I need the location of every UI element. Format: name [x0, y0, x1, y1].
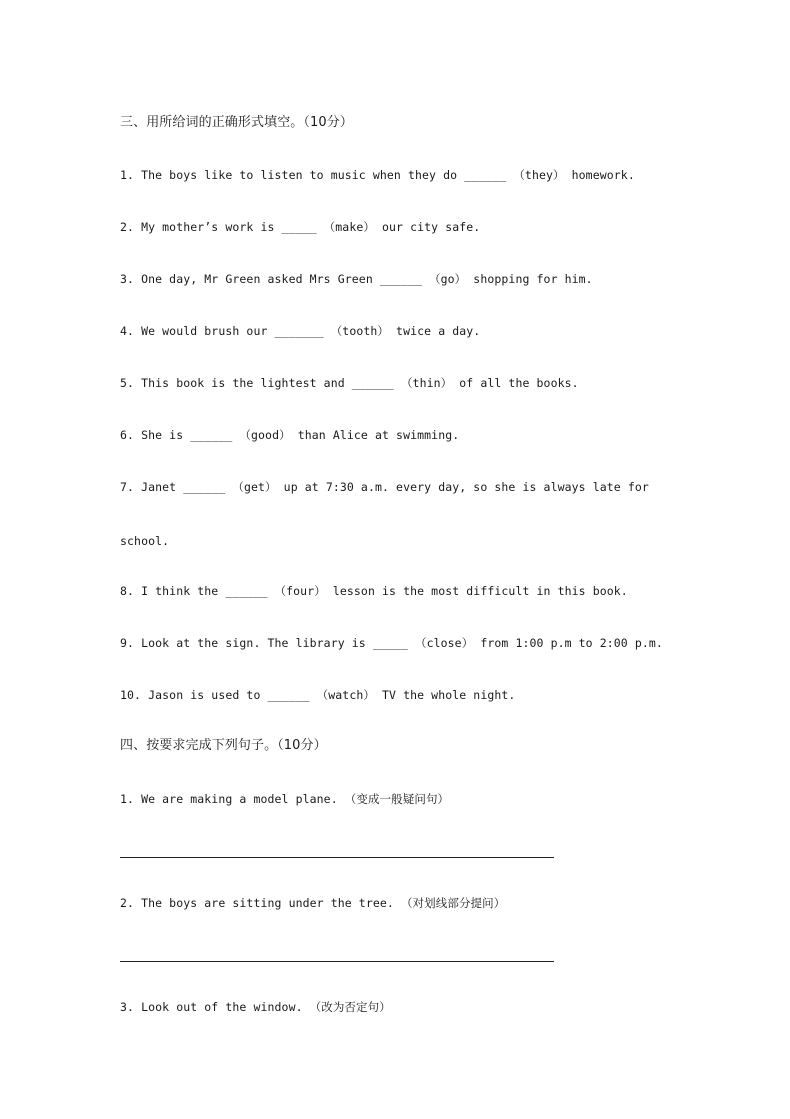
sentence-item-2: 2. The boys are sitting under the tree. （对划线部分提问）: [120, 896, 506, 910]
fill-in-item-7-continued: school.: [120, 534, 170, 548]
fill-in-item-8: 8. I think the ______ （four） lesson is the most difficult in this book.: [120, 584, 628, 598]
answer-line-2[interactable]: [120, 961, 554, 962]
fill-in-item-5: 5. This book is the lightest and ______ （thin） of all the books.: [120, 376, 579, 390]
fill-in-item-6: 6. She is ______ （good） than Alice at swimming.: [120, 428, 460, 442]
section-3-heading: 三、用所给词的正确形式填空。（10分）: [120, 115, 353, 130]
fill-in-item-7: 7. Janet ______ （get） up at 7:30 a.m. every day, so she is always late for: [120, 480, 649, 494]
sentence-item-1: 1. We are making a model plane. （变成一般疑问句）: [120, 792, 450, 806]
sentence-item-3: 3. Look out of the window. （改为否定句）: [120, 1000, 391, 1014]
fill-in-item-2: 2. My mother’s work is _____ （make） our city safe.: [120, 220, 481, 234]
fill-in-item-10: 10. Jason is used to ______ （watch） TV the whole night.: [120, 688, 516, 702]
fill-in-item-1: 1. The boys like to listen to music when they do ______ （they） homework.: [120, 168, 635, 182]
fill-in-item-9: 9. Look at the sign. The library is _____ （close） from 1:00 p.m to 2:00 p.m.: [120, 636, 663, 650]
fill-in-item-3: 3. One day, Mr Green asked Mrs Green ______ （go） shopping for him.: [120, 272, 593, 286]
fill-in-item-4: 4. We would brush our _______ （tooth） twice a day.: [120, 324, 481, 338]
section-4-heading: 四、按要求完成下列句子。（10分）: [120, 738, 327, 753]
answer-line-1[interactable]: [120, 857, 554, 858]
